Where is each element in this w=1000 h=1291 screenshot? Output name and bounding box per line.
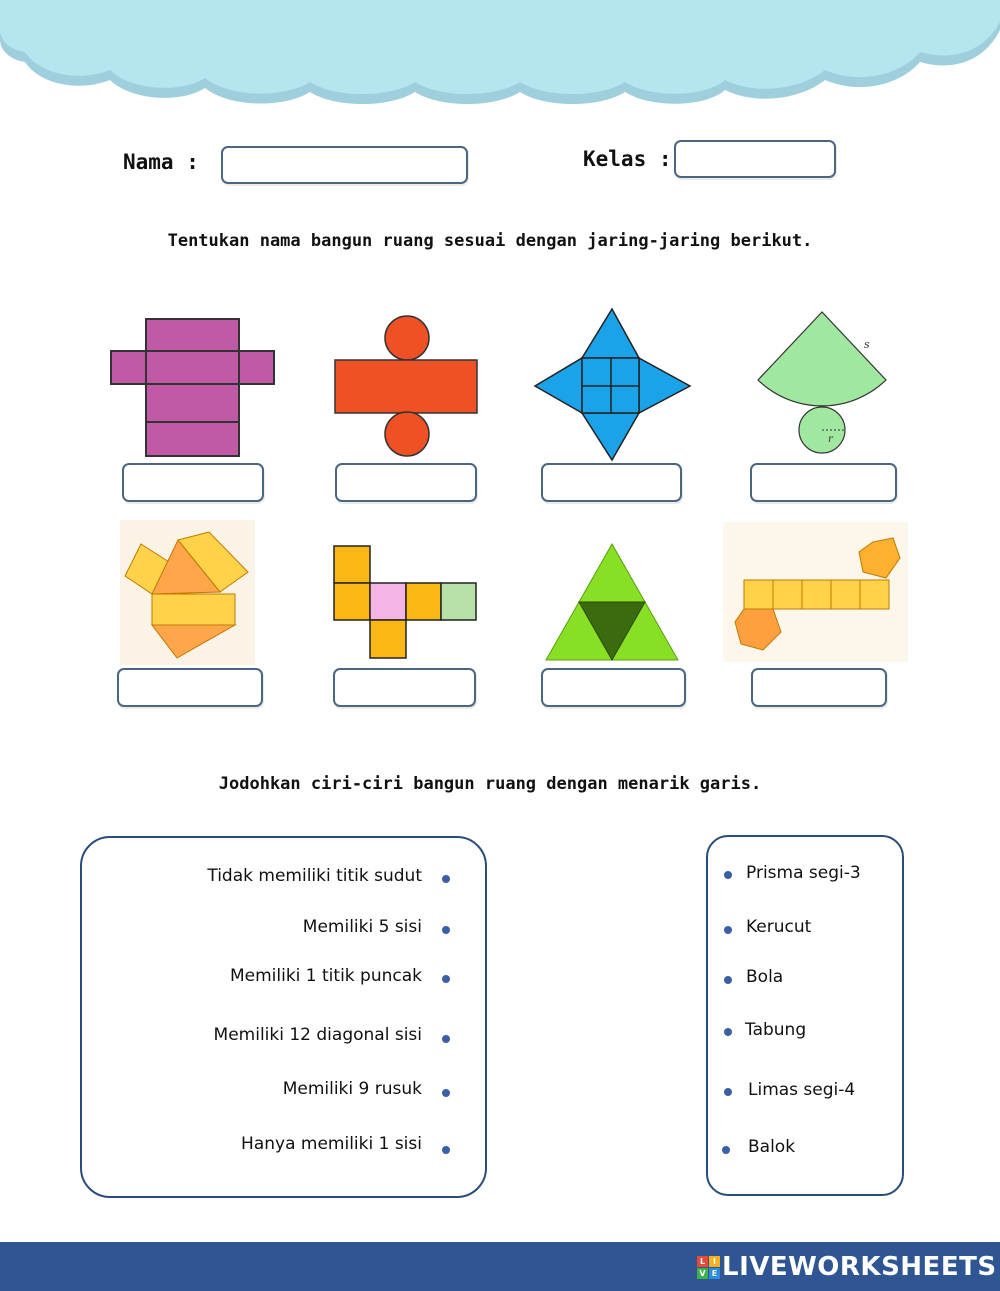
shape-item-5: Limas segi-4 bbox=[748, 1080, 856, 1100]
match-dot-left-1[interactable] bbox=[442, 875, 450, 883]
cylinder-net bbox=[330, 312, 480, 462]
characteristic-item-5: Memiliki 9 rusuk bbox=[282, 1079, 422, 1099]
instruction-nets: Tentukan nama bangun ruang sesuai dengan jaring-jaring berikut. bbox=[167, 231, 813, 251]
shape-item-3: Bola bbox=[746, 967, 784, 987]
class-input[interactable] bbox=[674, 140, 836, 178]
instruction-matching: Jodohkan ciri-ciri bangun ruang dengan menarik garis. bbox=[218, 774, 762, 794]
answer-input-2[interactable] bbox=[335, 463, 477, 502]
logo-letter-i: I bbox=[709, 1256, 720, 1267]
characteristic-item-4: Memiliki 12 diagonal sisi bbox=[213, 1025, 422, 1045]
name-input[interactable] bbox=[221, 146, 468, 184]
characteristic-item-3: Memiliki 1 titik puncak bbox=[229, 966, 422, 986]
characteristic-item-2: Memiliki 5 sisi bbox=[302, 917, 422, 937]
answer-input-3[interactable] bbox=[541, 463, 682, 502]
answer-input-6[interactable] bbox=[333, 668, 476, 707]
match-dot-right-2[interactable] bbox=[724, 926, 732, 934]
triangular-prism-net bbox=[120, 520, 255, 665]
cone-net bbox=[752, 310, 892, 460]
liveworksheets-logo-icon bbox=[697, 1256, 721, 1280]
logo-letter-l: L bbox=[697, 1256, 708, 1267]
class-label: Kelas : bbox=[583, 147, 672, 171]
match-dot-right-3[interactable] bbox=[724, 976, 732, 984]
shape-item-1: Prisma segi-3 bbox=[746, 863, 861, 883]
match-dot-right-6[interactable] bbox=[722, 1146, 730, 1154]
cloud-header bbox=[0, 0, 1000, 120]
characteristic-item-6: Hanya memiliki 1 sisi bbox=[241, 1134, 422, 1154]
match-dot-left-5[interactable] bbox=[442, 1089, 450, 1097]
pyramid-net bbox=[530, 306, 695, 464]
shape-item-2: Kerucut bbox=[746, 917, 812, 937]
cube-net bbox=[330, 542, 480, 662]
match-dot-right-1[interactable] bbox=[724, 871, 732, 879]
shape-item-4: Tabung bbox=[745, 1020, 807, 1040]
answer-input-4[interactable] bbox=[750, 463, 897, 502]
pentagonal-prism-net bbox=[723, 522, 908, 662]
name-label: Nama : bbox=[123, 150, 199, 174]
answer-input-1[interactable] bbox=[122, 463, 264, 502]
shapes-box bbox=[706, 835, 904, 1196]
match-dot-left-4[interactable] bbox=[442, 1035, 450, 1043]
cuboid-net bbox=[108, 316, 278, 461]
match-dot-left-2[interactable] bbox=[442, 926, 450, 934]
liveworksheets-brand[interactable]: LIVEWORKSHEETS bbox=[722, 1252, 997, 1282]
match-dot-left-6[interactable] bbox=[442, 1146, 450, 1154]
match-dot-right-5[interactable] bbox=[724, 1088, 732, 1096]
match-dot-right-4[interactable] bbox=[724, 1028, 732, 1036]
characteristic-item-1: Tidak memiliki titik sudut bbox=[207, 866, 422, 886]
tetrahedron-net bbox=[542, 540, 682, 664]
answer-input-8[interactable] bbox=[751, 668, 887, 707]
logo-letter-v: V bbox=[697, 1268, 708, 1279]
cone-radius-label: r bbox=[828, 434, 833, 445]
logo-letter-e: E bbox=[709, 1268, 720, 1279]
match-dot-left-3[interactable] bbox=[442, 975, 450, 983]
shape-item-6: Balok bbox=[748, 1137, 796, 1157]
answer-input-7[interactable] bbox=[541, 668, 686, 707]
answer-input-5[interactable] bbox=[117, 668, 263, 707]
cone-slant-label: s bbox=[864, 338, 870, 351]
